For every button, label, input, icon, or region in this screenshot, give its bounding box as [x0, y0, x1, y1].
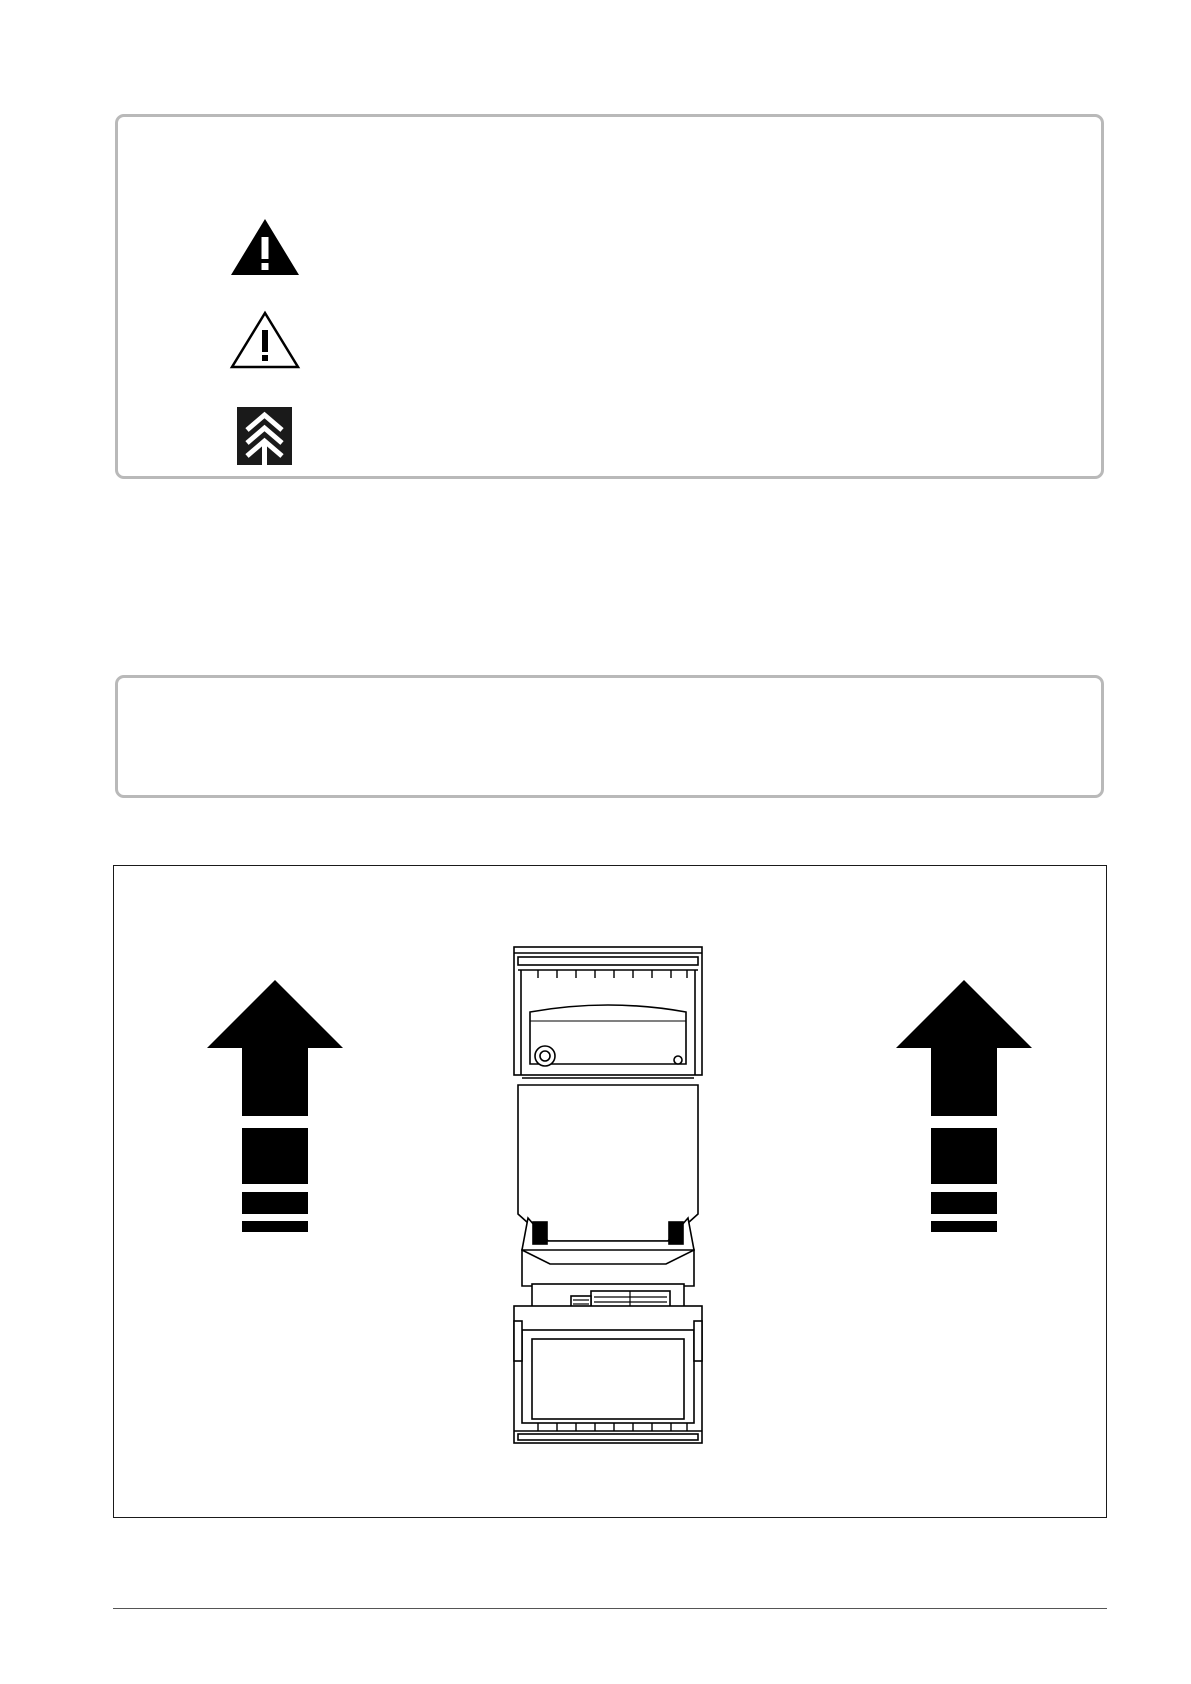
warning-triangle-outline-icon	[229, 310, 301, 370]
mowing-direction-figure	[114, 866, 1105, 1516]
symbols-legend-box	[115, 114, 1104, 479]
uphill-direction-chevrons-icon	[237, 407, 292, 465]
footer-rule	[113, 1608, 1107, 1609]
figure-frame	[113, 865, 1107, 1518]
note-box	[115, 675, 1104, 798]
forward-direction-arrow-icon	[896, 980, 1032, 1232]
mower-top-view-icon	[514, 947, 702, 1443]
warning-triangle-filled-icon	[229, 217, 301, 277]
forward-direction-arrow-icon	[207, 980, 343, 1232]
